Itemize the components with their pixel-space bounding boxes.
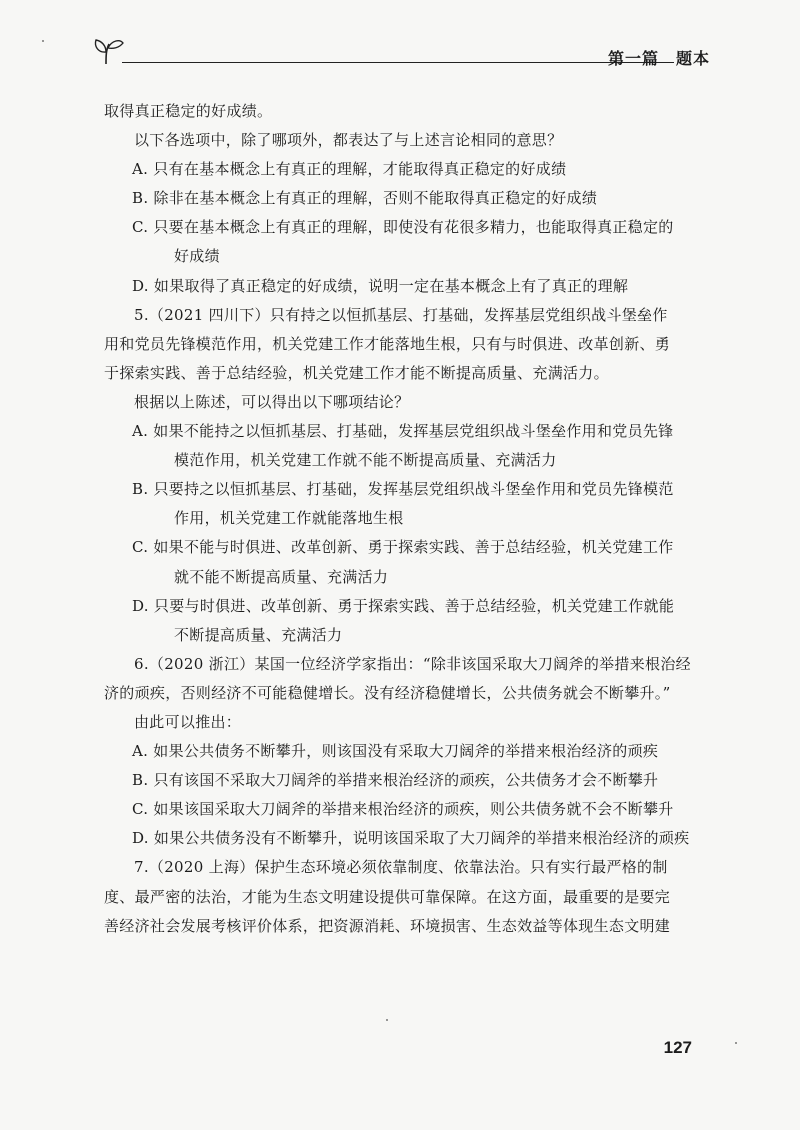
q5-option-a: A. 如果不能持之以恒抓基层、打基础，发挥基层党组织战斗堡垒作用和党员先锋 模范作用，机关党建工作就不能不断提高质量、充满活力 bbox=[132, 422, 674, 470]
q7-intro-line-3: 善经济社会发展考核评价体系，把资源消耗、环境损害、生态效益等体现生态文明建 bbox=[104, 916, 671, 935]
q5-intro-line-2: 用和党员先锋模范作用，机关党建工作才能落地生根，只有与时俱进、改革创新、勇 bbox=[104, 334, 671, 353]
q4-option-b: B. 除非在基本概念上有真正的理解，否则不能取得真正稳定的好成绩 bbox=[132, 189, 598, 208]
page-number: 127 bbox=[663, 1038, 692, 1057]
q5-intro-line-1: 5.（2021 四川下）只有持之以恒抓基层、打基础，发挥基层党组织战斗堡垒作 bbox=[134, 305, 668, 324]
page-header bbox=[92, 36, 712, 72]
q7-intro-line-2: 度、最严密的法治，才能为生态文明建设提供可靠保障。在这方面，最重要的是要完 bbox=[104, 887, 671, 906]
scan-speck bbox=[735, 1042, 737, 1044]
q7-intro-line-1: 7.（2020 上海）保护生态环境必须依靠制度、依靠法治。只有实行最严格的制 bbox=[134, 858, 668, 877]
q4-option-d: D. 如果取得了真正稳定的好成绩，说明一定在基本概念上有了真正的理解 bbox=[132, 276, 629, 295]
q5-stem: 根据以上陈述，可以得出以下哪项结论？ bbox=[134, 392, 410, 411]
q5-option-b: B. 只要持之以恒抓基层、打基础，发挥基层党组织战斗堡垒作用和党员先锋模范 作用，机关党建工作就能落地生根 bbox=[132, 480, 674, 528]
header-rule bbox=[122, 62, 674, 63]
q4-option-c: C. 只要在基本概念上有真正的理解，即使没有花很多精力，也能取得真正稳定的 好成绩 bbox=[132, 218, 674, 266]
q6-option-d: D. 如果公共债务没有不断攀升，说明该国采取了大刀阔斧的举措来根治经济的顽疾 bbox=[132, 829, 690, 848]
sprout-icon bbox=[92, 36, 126, 66]
page-body bbox=[104, 97, 700, 941]
q6-intro-line-1: 6.（2020 浙江）某国一位经济学家指出：“除非该国采取大刀阔斧的举措来根治经 bbox=[134, 654, 691, 673]
carry-over-text: 取得真正稳定的好成绩。 bbox=[104, 102, 273, 120]
section-title: 第一篇 题本 bbox=[607, 49, 710, 68]
q5-option-c: C. 如果不能与时俱进、改革创新、勇于探索实践、善于总结经验，机关党建工作 就不能不断提高质量、充满活力 bbox=[132, 538, 674, 586]
q5-intro-line-3: 于探索实践、善于总结经验，机关党建工作才能不断提高质量、充满活力。 bbox=[104, 363, 609, 382]
q6-stem: 由此可以推出： bbox=[134, 712, 242, 731]
q6-intro-line-2: 济的顽疾，否则经济不可能稳健增长。没有经济稳健增长，公共债务就会不断攀升。” bbox=[104, 683, 671, 702]
q6-option-b: B. 只有该国不采取大刀阔斧的举措来根治经济的顽疾，公共债务才会不断攀升 bbox=[132, 771, 659, 790]
q4-stem: 以下各选项中，除了哪项外，都表达了与上述言论相同的意思？ bbox=[134, 131, 563, 150]
q6-option-c: C. 如果该国采取大刀阔斧的举措来根治经济的顽疾，则公共债务就不会不断攀升 bbox=[132, 800, 674, 819]
q5-option-d: D. 只要与时俱进、改革创新、勇于探索实践、善于总结经验，机关党建工作就能 不断提高质量、充满活力 bbox=[132, 596, 675, 644]
scan-speck bbox=[386, 1019, 388, 1021]
scan-speck bbox=[42, 40, 44, 42]
q4-option-a: A. 只有在基本概念上有真正的理解，才能取得真正稳定的好成绩 bbox=[132, 160, 567, 179]
q6-option-a: A. 如果公共债务不断攀升，则该国没有采取大刀阔斧的举措来根治经济的顽疾 bbox=[132, 742, 659, 761]
